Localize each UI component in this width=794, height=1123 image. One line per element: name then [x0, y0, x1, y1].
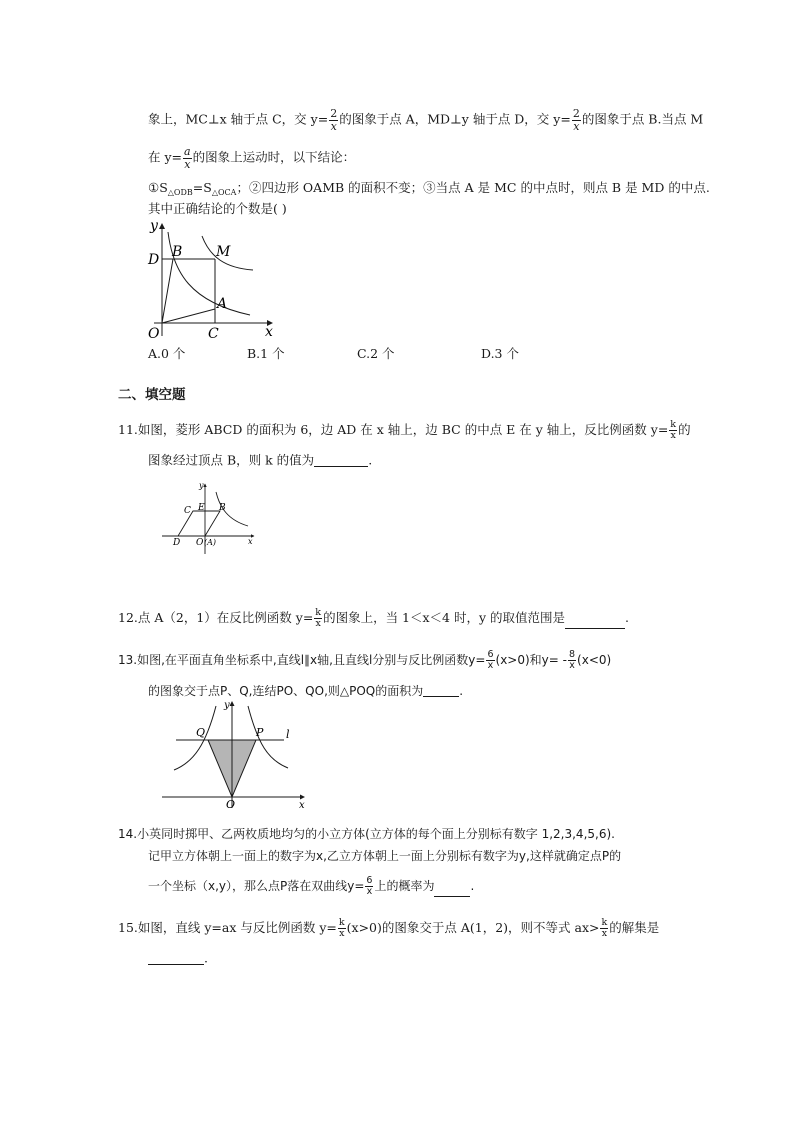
q13-figure: [160, 698, 308, 810]
q10-frac-2x-b: $\frac{2}{x}$: [572, 107, 580, 133]
q13-frac-8x: $\frac{8}{x}$: [568, 649, 576, 671]
q10-frac-2x-a: $\frac{2}{x}$: [330, 107, 338, 133]
q13-label-P: P: [256, 726, 264, 739]
q11-label-y: y: [199, 481, 204, 490]
q11-label-C: C: [184, 506, 191, 516]
q10-label-y: y: [150, 218, 158, 234]
q15-frac-kx-b: $\frac{k}{x}$: [601, 917, 608, 939]
q13-label-x: x: [299, 800, 305, 810]
q11-frac-kx: $\frac{k}{x}$: [670, 419, 677, 441]
q10-line4: 其中正确结论的个数是( ): [148, 201, 287, 216]
q10-option-b[interactable]: B.1 个: [247, 346, 285, 361]
section-title: 二、填空题: [118, 387, 186, 403]
q11-line1: 11.如图，菱形 ABCD 的面积为 6，边 AD 在 x 轴上，边 BC 的中点 E 在 y 轴上，反比例函数 y= $\frac{k}{x}$ 的: [118, 419, 691, 441]
q10-label-D: D: [148, 252, 160, 268]
q10-line-OB: [162, 259, 173, 323]
q10-label-O: O: [148, 326, 160, 342]
q12-line1: 12.点 A（2，1）在反比例函数 y= $\frac{k}{x}$ 的图象上，当 1＜x＜4 时，y 的取值范围是 .: [118, 607, 629, 629]
q13-label-l: l: [286, 728, 290, 741]
q13-answer-blank[interactable]: [423, 684, 459, 697]
q10-label-x: x: [265, 324, 273, 340]
q13-label-O: O: [226, 798, 236, 810]
q12-answer-blank[interactable]: [565, 616, 625, 629]
q14-frac-6x: $\frac{6}{x}$: [366, 875, 373, 897]
q15-line1: 15.如图，直线 y=ax 与反比例函数 y= $\frac{k}{x}$ (x>0)的图象交于点 A(1，2)，则不等式 ax> $\frac{k}{x}$ 的解集是: [118, 917, 660, 939]
q10-line1: 象上，MC⊥x 轴于点 C，交 y= $\frac{2}{x}$ 的图象于点 A，MD⊥y 轴于点 D，交 y= $\frac{2}{x}$ 的图象于点 B.当点 M: [148, 107, 704, 133]
q10-option-d[interactable]: D.3 个: [481, 346, 519, 361]
q11-label-O: O: [196, 538, 204, 548]
q15-line2: .: [148, 952, 208, 965]
q13-label-y: y: [224, 700, 230, 711]
q15-answer-blank[interactable]: [148, 952, 204, 965]
q10-frac-ax: $\frac{a}{x}$: [184, 145, 191, 171]
q11-answer-blank[interactable]: [314, 454, 368, 467]
q11-label-E: E: [198, 503, 205, 513]
q11-label-D: D: [173, 538, 181, 548]
q10-figure: [140, 212, 280, 342]
q11-label-x: x: [248, 537, 253, 546]
q10-label-A: A: [217, 296, 228, 312]
q10-option-a[interactable]: A.0 个: [148, 346, 186, 361]
q11-label-A: (A): [204, 538, 217, 547]
q13-frac-6x: $\frac{6}{x}$: [487, 649, 494, 671]
q10-label-M: M: [216, 244, 231, 260]
q14-line1: 14.小英同时掷甲、乙两枚质地均匀的小立方体(立方体的每个面上分别标有数字 1,2,3,4,5,6).: [118, 827, 615, 841]
q11-figure: [160, 478, 260, 556]
q13-line1: 13.如图,在平面直角坐标系中,直线l∥x轴,且直线l分别与反比例函数y= $\frac{6}{x}$ (x>0)和y= - $\frac{8}{x}$ (x<0): [118, 649, 612, 671]
q10-line2: 在 y= $\frac{a}{x}$ 的图象上运动时，以下结论：: [148, 145, 356, 171]
q14-line2: 记甲立方体朝上一面上的数字为x,乙立方体朝上一面上分别标有数字为y,这样就确定点P的: [148, 849, 622, 863]
q10-option-c[interactable]: C.2 个: [357, 346, 395, 361]
q15-frac-kx-a: $\frac{k}{x}$: [338, 917, 345, 939]
q13-curve-left: [174, 706, 216, 770]
q10-line3: $①S_{\triangle ODB}=S_{\triangle OCA}$；②四边形 OAMB 的面积不变；③当点 A 是 MC 的中点时，则点 B 是 MD 的中点.: [148, 180, 710, 197]
q12-frac-kx: $\frac{k}{x}$: [315, 607, 322, 629]
q13-curve-right: [248, 706, 288, 768]
q10-label-B: B: [172, 244, 183, 260]
q14-answer-blank[interactable]: [434, 884, 470, 897]
q14-line3: 一个坐标（x,y），那么点P落在双曲线y= $\frac{6}{x}$ 上的概率为 .: [148, 875, 475, 897]
q13-label-Q: Q: [196, 726, 206, 739]
q11-line2: 图象经过顶点 B，则 k 的值为 .: [148, 452, 373, 468]
q13-line2: 的图象交于点P、Q,连结PO、QO,则△POQ的面积为 .: [148, 684, 464, 698]
q11-label-B: B: [219, 503, 226, 513]
q10-line-OA: [162, 309, 215, 323]
q10-label-C: C: [208, 326, 219, 342]
